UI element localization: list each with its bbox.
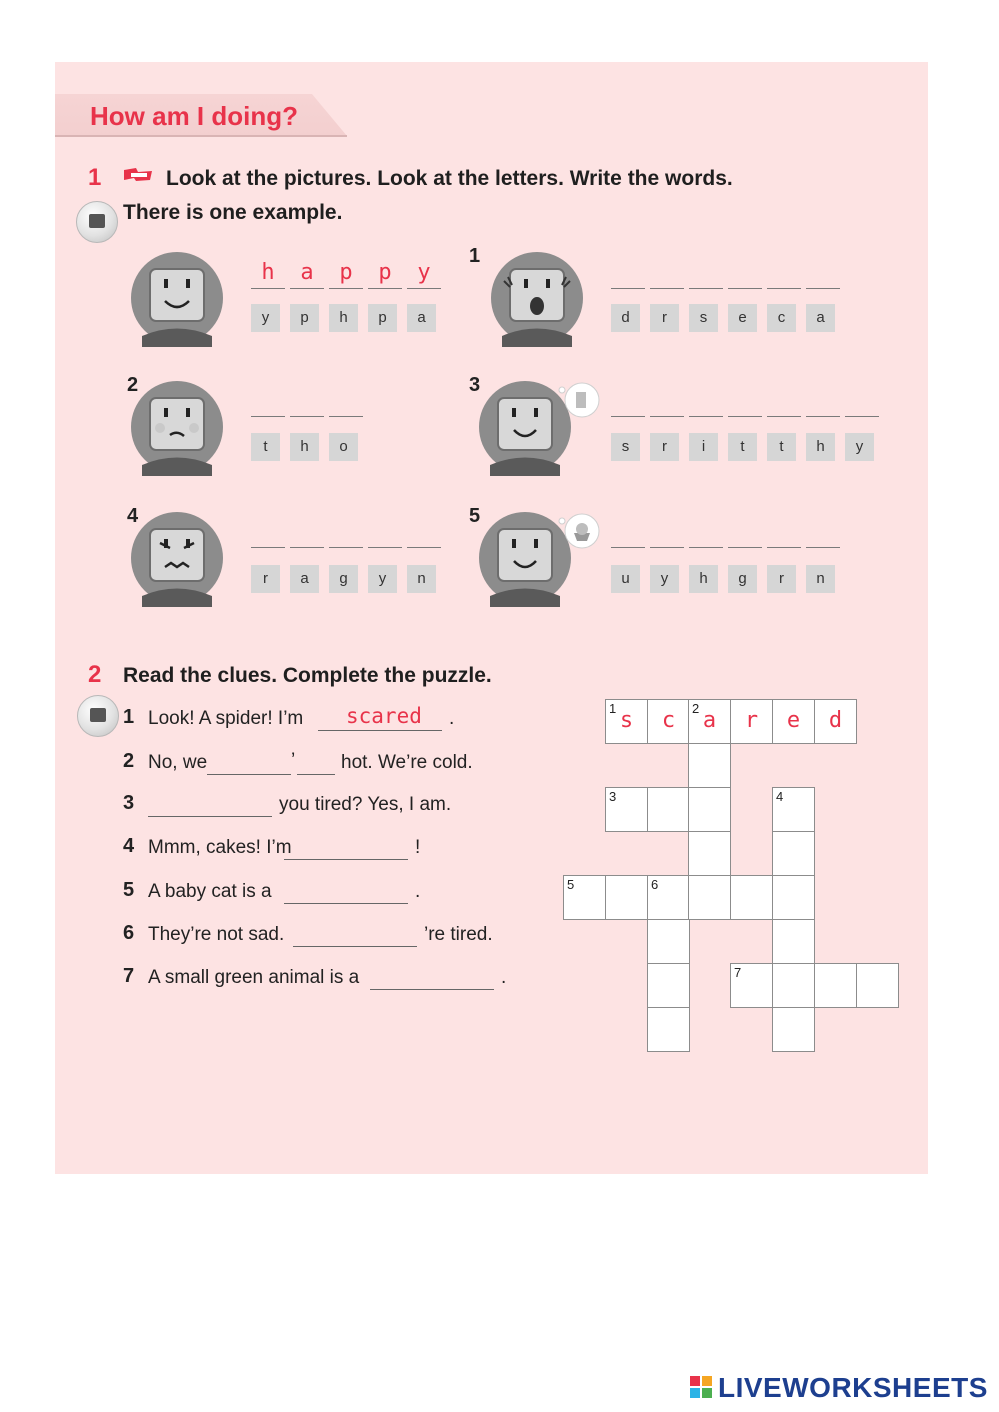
answer-blank[interactable] [728, 415, 762, 417]
answer-blank[interactable] [767, 415, 801, 417]
item-number-1: 1 [469, 245, 481, 267]
clue-answer-blank[interactable] [318, 730, 442, 731]
clue-text: They’re not sad. [148, 924, 285, 945]
letter-tile: n [806, 565, 835, 593]
crossword-cell[interactable] [814, 699, 857, 744]
letter-tile: r [650, 304, 679, 332]
letter-tile: r [650, 433, 679, 461]
answer-blank[interactable] [251, 546, 285, 548]
cell-number: 3 [609, 789, 617, 804]
clue-text: Look! A spider! I’m [148, 708, 304, 729]
cell-number: 7 [734, 965, 742, 980]
answer-blank[interactable] [689, 415, 723, 417]
audio-cd-icon-2[interactable] [77, 695, 119, 737]
letter-tile: p [368, 304, 397, 332]
letter-tile: n [407, 565, 436, 593]
answer-blank[interactable] [650, 415, 684, 417]
clue-answer: scared [346, 704, 422, 728]
item-number-3: 3 [469, 374, 481, 396]
clue-number: 2 [123, 750, 135, 772]
answer-blank[interactable] [806, 287, 840, 289]
crossword-cell[interactable] [688, 875, 731, 920]
letter-tile: g [728, 565, 757, 593]
crossword-cell[interactable] [563, 875, 606, 920]
letter-tile: r [767, 565, 796, 593]
answer-blank[interactable] [611, 546, 645, 548]
letter-tile: e [728, 304, 757, 332]
answer-blank[interactable] [251, 287, 285, 289]
clue-number: 4 [123, 835, 135, 857]
exercise-1-number: 1 [88, 164, 102, 191]
crossword-cell[interactable] [772, 1007, 815, 1052]
crossword-cell[interactable] [772, 787, 815, 832]
face-hot-icon [130, 380, 256, 474]
item-number-4: 4 [127, 505, 139, 527]
letter-tile: a [806, 304, 835, 332]
answer-blank[interactable] [251, 415, 285, 417]
crossword-cell[interactable] [772, 919, 815, 964]
clue-text-end: you tired? Yes, I am. [279, 794, 452, 815]
cell-letter: r [744, 708, 759, 733]
clue-number: 6 [123, 922, 135, 944]
clue-answer-blank[interactable] [207, 774, 291, 775]
cell-number: 1 [609, 701, 617, 716]
letter-tile: u [611, 565, 640, 593]
liveworksheets-logo-icon [690, 1376, 714, 1400]
crossword-cell[interactable] [647, 963, 690, 1008]
letter-tile: a [290, 565, 319, 593]
item-number-2: 2 [127, 374, 139, 396]
cell-letter: e [786, 708, 801, 733]
crossword-cell[interactable] [730, 963, 773, 1008]
page-title: How am I doing? [90, 101, 298, 131]
crossword-cell[interactable] [647, 1007, 690, 1052]
answer-blank[interactable] [728, 287, 762, 289]
crossword-cell[interactable] [647, 919, 690, 964]
clue-text-end: . [449, 708, 455, 729]
answer-blank[interactable] [290, 287, 324, 289]
letter-tile: c [767, 304, 796, 332]
face-angry-icon [130, 511, 256, 605]
clue-number: 1 [123, 706, 135, 728]
letter-tile: s [611, 433, 640, 461]
answer-blank[interactable] [329, 415, 363, 417]
cell-letter: d [828, 708, 843, 733]
crossword-cell[interactable] [605, 699, 648, 744]
crossword-cell[interactable] [772, 699, 815, 744]
letter-tile: t [767, 433, 796, 461]
letter-tile: a [407, 304, 436, 332]
letter-tile: h [329, 304, 358, 332]
crossword-cell[interactable] [772, 963, 815, 1008]
letter-tile: h [806, 433, 835, 461]
letter-tile: h [290, 433, 319, 461]
clue-answer-blank[interactable] [370, 989, 494, 990]
clue-text-end: ’re tired. [424, 924, 493, 945]
letter-tile: y [251, 304, 280, 332]
answer-blank[interactable] [407, 287, 441, 289]
exercise-1-subinstruction: There is one example. [123, 201, 343, 224]
clue-number: 7 [123, 965, 135, 987]
clue-number: 5 [123, 879, 135, 901]
crossword-cell[interactable] [730, 875, 773, 920]
crossword-cell[interactable] [688, 699, 731, 744]
letter-tile: y [845, 433, 874, 461]
cell-number: 2 [692, 701, 700, 716]
apostrophe: ’ [291, 750, 296, 771]
clue-text-end: ! [415, 837, 421, 858]
cell-number: 6 [651, 877, 659, 892]
letter-tile: r [251, 565, 280, 593]
face-scared-icon [490, 251, 616, 345]
answer-blank[interactable] [290, 415, 324, 417]
crossword-cell[interactable] [605, 875, 648, 920]
letter-tile: g [329, 565, 358, 593]
crossword-cell[interactable] [605, 787, 648, 832]
crossword-cell[interactable] [772, 875, 815, 920]
exercise-2-instruction: Read the clues. Complete the puzzle. [123, 664, 492, 687]
letter-tile: d [611, 304, 640, 332]
letter-tile: i [689, 433, 718, 461]
crossword-cell[interactable] [647, 699, 690, 744]
crossword-cell[interactable] [814, 963, 857, 1008]
face-thirsty-icon [478, 380, 604, 474]
exercise-2-number: 2 [88, 661, 102, 688]
letter-tile: p [290, 304, 319, 332]
clue-number: 3 [123, 792, 135, 814]
answer-blank[interactable] [767, 287, 801, 289]
letter-tile: t [728, 433, 757, 461]
answer-blank[interactable] [728, 546, 762, 548]
crossword-cell[interactable] [730, 699, 773, 744]
cell-letter: c [661, 708, 676, 733]
header-underline [55, 135, 347, 137]
letter-tile: h [689, 565, 718, 593]
letter-tile: y [650, 565, 679, 593]
face-hungry-icon [478, 511, 604, 605]
clue-answer-blank[interactable] [297, 774, 335, 775]
answer-letter: h [261, 260, 275, 285]
crossword-cell[interactable] [688, 743, 731, 788]
cell-number: 4 [776, 789, 784, 804]
item-number-5: 5 [469, 505, 481, 527]
answer-letter: p [378, 260, 392, 285]
crossword-cell[interactable] [856, 963, 899, 1008]
clue-answer-blank[interactable] [284, 903, 408, 904]
clue-text-end: hot. We’re cold. [341, 752, 473, 773]
answer-blank[interactable] [845, 415, 879, 417]
cell-letter: a [702, 708, 717, 733]
answer-blank[interactable] [611, 415, 645, 417]
audio-cd-icon[interactable] [76, 201, 118, 243]
face-happy-icon [130, 251, 256, 345]
clue-answer-blank[interactable] [284, 859, 408, 860]
answer-blank[interactable] [329, 546, 363, 548]
crossword-cell[interactable] [647, 875, 690, 920]
answer-blank[interactable] [806, 415, 840, 417]
clue-text: No, we [148, 752, 208, 773]
clue-text-end: . [501, 967, 507, 988]
cell-number: 5 [567, 877, 575, 892]
crossword-cell[interactable] [688, 831, 731, 876]
exercise-1-instruction: Look at the pictures. Look at the letters. Write the words. [166, 167, 733, 190]
answer-blank[interactable] [611, 287, 645, 289]
answer-letter: y [417, 260, 431, 285]
letter-tile: t [251, 433, 280, 461]
clue-text: Mmm, cakes! I’m [148, 837, 292, 858]
clue-text-end: . [415, 881, 421, 902]
cambridge-yle-flag-icon [122, 166, 154, 184]
cell-letter: s [619, 708, 634, 733]
clue-text: A small green animal is a [148, 967, 360, 988]
answer-blank[interactable] [689, 546, 723, 548]
answer-blank[interactable] [368, 287, 402, 289]
answer-letter: p [339, 260, 353, 285]
answer-blank[interactable] [650, 546, 684, 548]
answer-blank[interactable] [806, 546, 840, 548]
answer-blank[interactable] [689, 287, 723, 289]
answer-blank[interactable] [368, 546, 402, 548]
letter-tile: y [368, 565, 397, 593]
clue-text: A baby cat is a [148, 881, 272, 902]
liveworksheets-logo [690, 1370, 988, 1406]
answer-blank[interactable] [650, 287, 684, 289]
clue-answer-blank[interactable] [293, 946, 417, 947]
clue-answer-blank[interactable] [148, 816, 272, 817]
letter-tile: s [689, 304, 718, 332]
letter-tile: o [329, 433, 358, 461]
liveworksheets-brand: LIVEWORKSHEETS [718, 1372, 988, 1403]
answer-blank[interactable] [407, 546, 441, 548]
answer-blank[interactable] [767, 546, 801, 548]
crossword-cell[interactable] [647, 787, 690, 832]
answer-letter: a [300, 260, 314, 285]
answer-blank[interactable] [290, 546, 324, 548]
answer-blank[interactable] [329, 287, 363, 289]
crossword-cell[interactable] [772, 831, 815, 876]
crossword-cell[interactable] [688, 787, 731, 832]
